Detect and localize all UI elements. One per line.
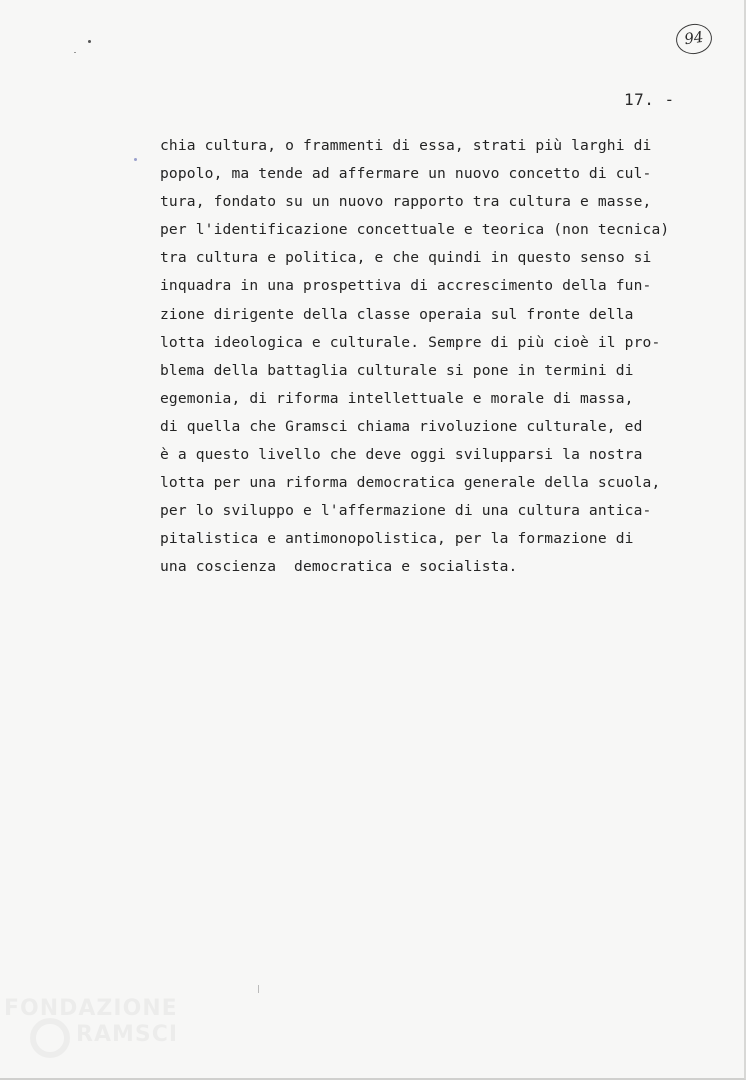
typewritten-text — [160, 132, 680, 582]
paper-speck — [74, 52, 76, 53]
text-line: chia cultura, o frammenti di essa, strati più larghi di — [160, 137, 652, 154]
page-number: 17. - — [624, 90, 675, 109]
text-line: una coscienza democratica e socialista. — [160, 558, 518, 576]
watermark-text-top — [4, 996, 178, 1021]
watermark-g-icon — [30, 1018, 70, 1058]
text-line: è a questo livello che deve oggi svilupparsi la nostra — [160, 446, 643, 464]
text-line: blema della battaglia culturale si pone in termini di — [160, 361, 634, 379]
text-line: zione dirigente della classe operaia sul fronte della — [160, 305, 634, 323]
paper-speck — [258, 985, 259, 993]
paper-speck — [88, 40, 91, 43]
text-line: lotta per una riforma democratica generale della scuola, — [160, 474, 661, 492]
text-line: per l'identificazione concettuale e teorica (non tecnica) — [160, 221, 670, 239]
text-line: lotta ideologica e culturale. Sempre di più cioè il pro- — [160, 333, 661, 351]
text-line: pitalistica e antimonopolistica, per la formazione di — [160, 530, 634, 548]
text-line: tra cultura e politica, e che quindi in questo senso si — [160, 249, 652, 267]
watermark-text-bottom — [76, 1022, 178, 1047]
text-line: inquadra in una prospettiva di accrescimento della fun- — [160, 277, 652, 295]
foundation-watermark — [0, 996, 200, 1076]
paper-speck — [134, 158, 137, 161]
archive-number-stamp: 94 — [674, 22, 714, 57]
text-line: tura, fondato su un nuovo rapporto tra cultura e masse, — [160, 193, 652, 211]
text-line: egemonia, di riforma intellettuale e morale di massa, — [160, 389, 634, 407]
text-line: popolo, ma tende ad affermare un nuovo concetto di cul- — [160, 165, 652, 183]
text-line: di quella che Gramsci chiama rivoluzione culturale, ed — [160, 417, 643, 435]
text-line: per lo sviluppo e l'affermazione di una cultura antica- — [160, 502, 652, 520]
